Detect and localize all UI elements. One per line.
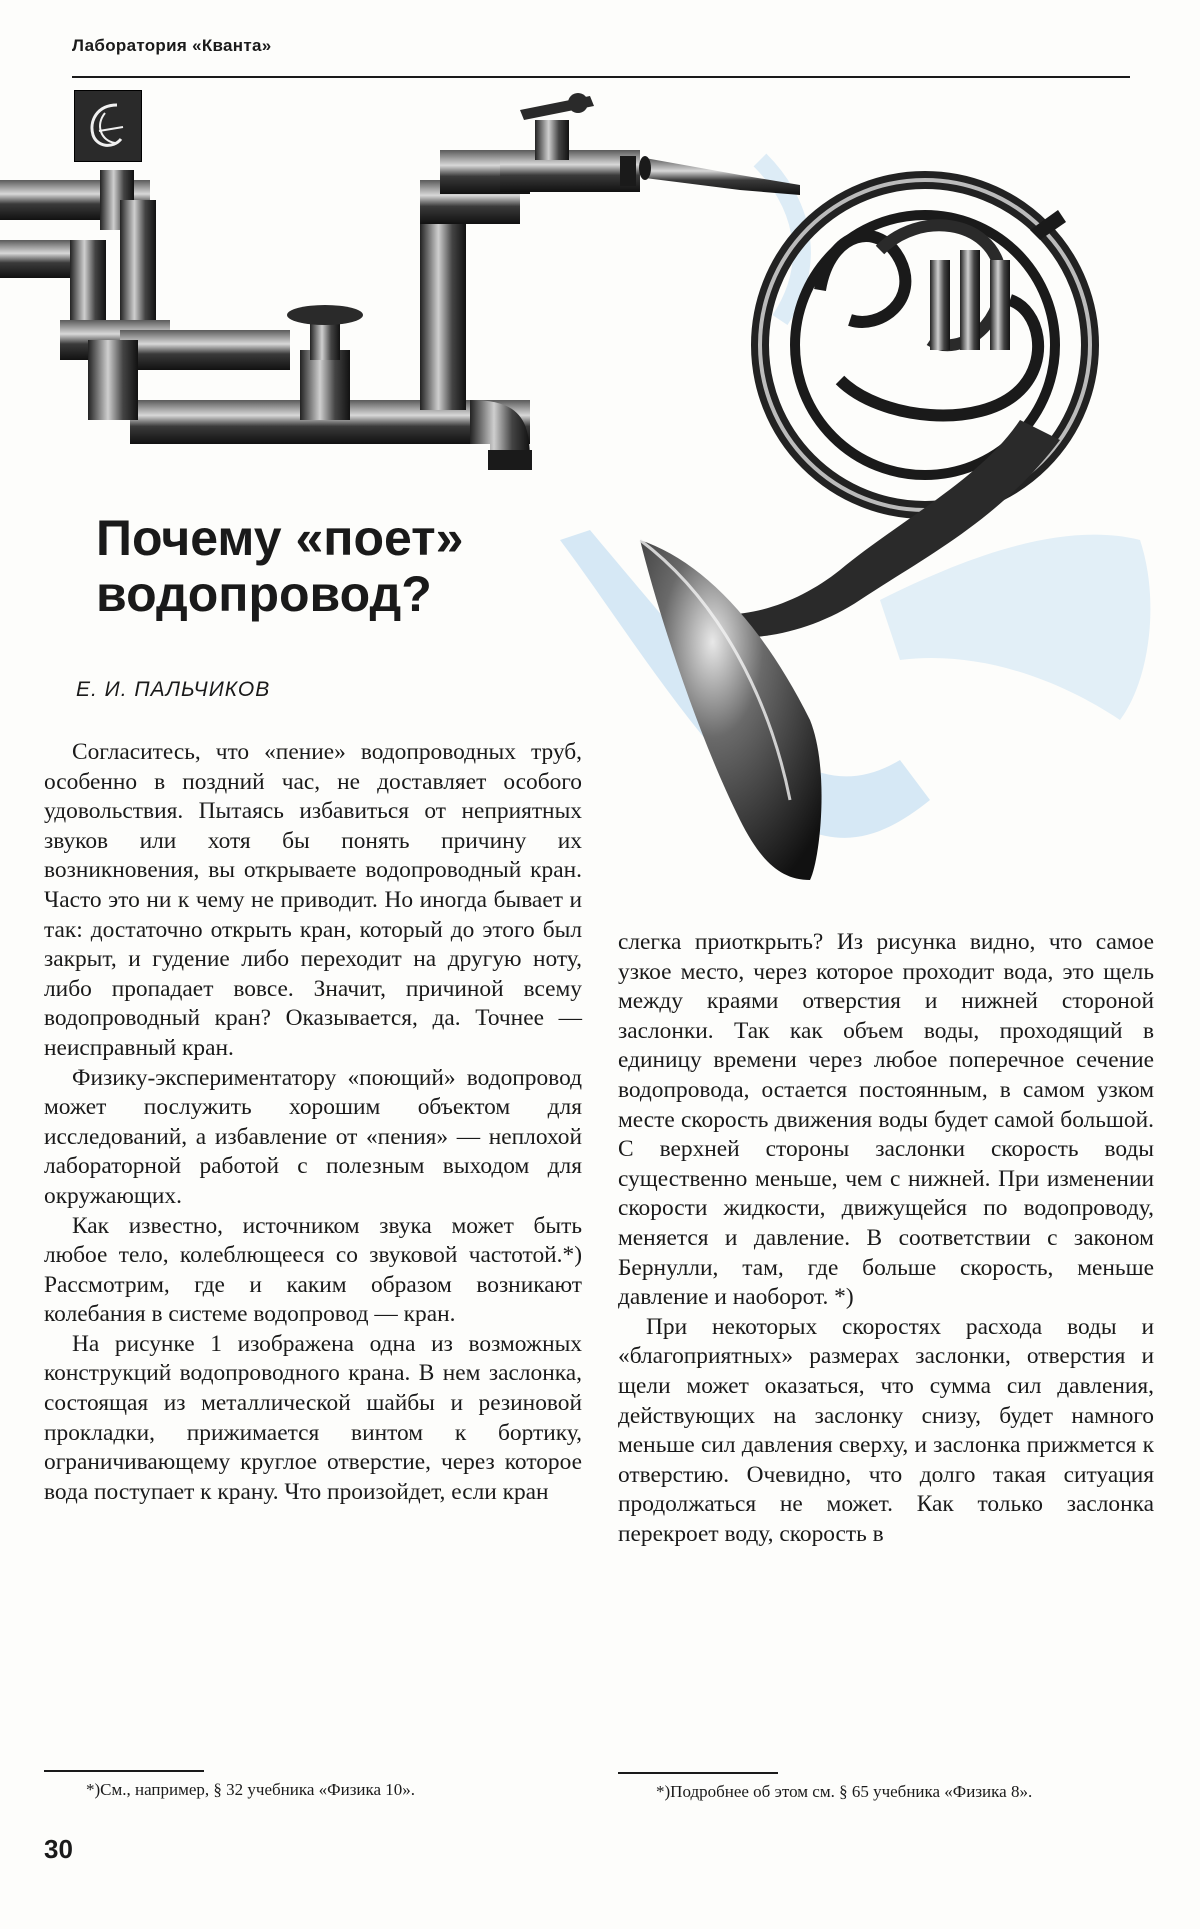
footnote-rule-left (44, 1770, 204, 1772)
paragraph: Как известно, источником звука может быть любое тело, колеблющееся со звуковой частотой.*) Рассмотрим, где и каким образом возникают колебания в системе водопровод — кран. (44, 1212, 582, 1328)
paragraph: слегка приоткрыть? Из рисунка видно, что самое узкое место, через которое проходит вода, это щель между краями отверстия и нижней стороной заслонки. Так как объем воды, проходящий в единицу времени через любое поперечное сечение водопровода, остается постоянным, в самом узком месте скорость движения воды будет самой большой. С верхней стороны заслонки скорость воды существенно меньше, чем с нижней. При изменении скорости жидкости, движущейся по водопроводу, меняется и давление. В соответствии с законом Бернулли, там, где больше скорость, меньше давление и наоборот. *) (618, 929, 1154, 1311)
title-line-2: водопровод? (96, 566, 432, 622)
title-line-1: Почему «поет» (96, 510, 464, 566)
footnote-left: *)См., например, § 32 учебника «Физика 10». (86, 1780, 416, 1799)
footnote-rule-right (618, 1772, 778, 1774)
paragraph: На рисунке 1 изображена одна из возможных конструкций водопроводного крана. В нем заслонка, состоящая из металлической шайбы и резиновой прокладки, прижимается винтом к бортику, ограничивающему круглое отверстие, через которое вода поступает к крану. Что произойдет, если кран (44, 1330, 582, 1505)
paragraph: Согласитесь, что «пение» водопроводных труб, особенно в поздний час, не доставляет особого удовольствия. Пытаясь избавиться от неприятных звуков или хотя бы понять причину их возникновения, вы открываете водопроводный кран. Часто это ни к чему не приводит. Но иногда бывает и так: достаточно открыть кран, который до этого был закрыт, и гудение либо переходит на другую ноту, либо пропадает вовсе. Значит, причиной всему водопроводный кран? Оказывается, да. Точнее — неисправный кран. (44, 739, 582, 1061)
footnote-right: *)Подробнее об этом см. § 65 учебника «Физика 8». (656, 1782, 1033, 1801)
left-column (44, 738, 582, 1507)
page-number: 30 (44, 1834, 73, 1864)
paragraph: При некоторых скоростях расхода воды и «благоприятных» размерах заслонки, отверстия и щели может оказаться, что сумма сил давления, действующих на заслонку снизу, будет намного меньше сил давления сверху, и заслонка прижмется к отверстию. Очевидно, что долго такая ситуация продолжаться не может. Как только заслонка перекроет воду, скорость в (618, 1313, 1154, 1547)
right-column (618, 928, 1154, 1549)
header-rule (72, 76, 1130, 78)
article-title (96, 510, 616, 622)
section-header: Лаборатория «Кванта» (72, 36, 272, 55)
paragraph: Физику-экспериментатору «поющий» водопровод может послужить хорошим объектом для исследований, а избавление от «пения» — неплохой лабораторной работой с полезным выходом для окружающих. (44, 1064, 582, 1209)
article-author: Е. И. ПАЛЬЧИКОВ (76, 678, 271, 701)
